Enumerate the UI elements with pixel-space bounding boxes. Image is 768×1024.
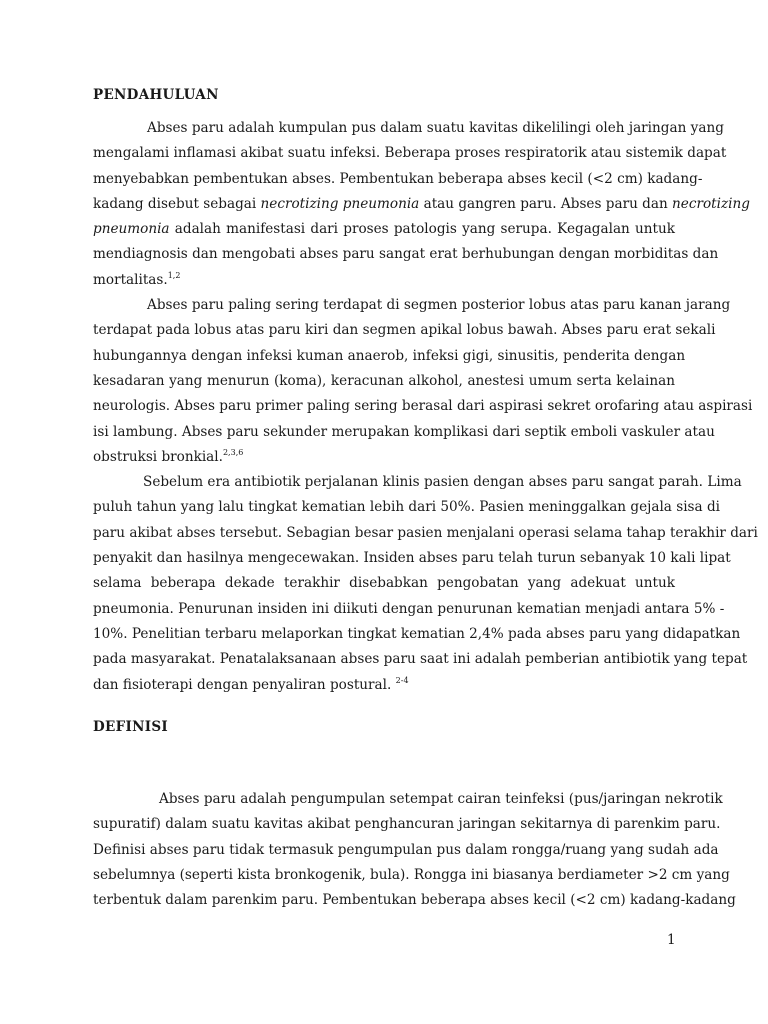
citation-ref: 1,2 (167, 270, 181, 280)
text-line: Abses paru adalah kumpulan pus dalam suatu kavitas dikelilingi oleh jaringan yang (147, 120, 724, 136)
text-line: kesadaran yang menurun (koma), keracunan alkohol, anestesi umum serta kelainan (93, 372, 675, 389)
section-heading-pendahuluan: PENDAHULUAN (93, 87, 219, 103)
paragraph-3 (93, 470, 758, 698)
text-line: sebelumnya (seperti kista bronkogenik, bula). Rongga ini biasanya berdiameter >2 cm yang (93, 866, 730, 883)
text-line-last (93, 268, 675, 293)
text-line: mengalami inflamasi akibat suatu infeksi. Beberapa proses respiratorik atau sistemik dapat (93, 145, 727, 162)
text-line: obstruksi bronkial. (93, 448, 223, 465)
paragraph-2 (93, 293, 753, 470)
text-line: menyebabkan pembentukan abses. Pembentukan beberapa abses kecil (<2 cm) kadang- (93, 170, 703, 187)
section-body-definisi (93, 787, 736, 913)
paragraph-definisi (93, 787, 736, 913)
text-line: hubungannya dengan infeksi kuman anaerob, infeksi gigi, sinusitis, penderita dengan (93, 347, 686, 364)
text-line: terdapat pada lobus atas paru kiri dan segmen apikal lobus bawah. Abses paru erat sekali (93, 322, 716, 339)
page-number: 1 (667, 932, 676, 948)
text-line: Abses paru paling sering terdapat di segmen posterior lobus atas paru kanan jarang (147, 297, 731, 314)
citation-ref: 2-4 (395, 675, 409, 685)
text-line: penyakit dan hasilnya mengecewakan. Insiden abses paru telah turun sebanyak 10 kali lipat (93, 550, 731, 567)
citation-ref: 2,3,6 (222, 447, 244, 457)
text-line: dan fisioterapi dengan penyaliran postural. (93, 676, 392, 693)
text-line: supuratif) dalam suatu kavitas akibat penghancuran jaringan sekitarnya di parenkim paru. (93, 816, 721, 833)
section-heading-definisi: DEFINISI (93, 719, 169, 735)
text-line: Sebelum era antibiotik perjalanan klinis pasien dengan abses paru sangat parah. Lima (143, 474, 742, 491)
text-line: mortalitas. (93, 271, 168, 288)
text-line: neurologis. Abses paru primer paling sering berasal dari aspirasi sekret orofaring atau aspirasi (93, 398, 753, 415)
text-line: puluh tahun yang lalu tingkat kematian lebih dari 50%. Pasien meninggalkan gejala sisa di (93, 499, 720, 516)
text-line: terbentuk dalam parenkim paru. Pembentukan beberapa abses kecil (<2 cm) kadang-kadang (93, 892, 736, 909)
text-line: kadang disebut sebagai necrotizing pneumonia atau gangren paru. Abses paru dan necrotizing (93, 195, 750, 212)
paragraph-1 (93, 116, 750, 293)
text-line: Definisi abses paru tidak termasuk pengumpulan pus dalam rongga/ruang yang sudah ada (93, 841, 719, 858)
text-line: isi lambung. Abses paru sekunder merupakan komplikasi dari septik emboli vaskuler atau (93, 423, 715, 440)
text-line: paru akibat abses tersebut. Sebagian besar pasien menjalani operasi selama tahap terakhir dari (93, 524, 758, 541)
text-line-last (93, 673, 675, 698)
section-body-pendahuluan (93, 116, 758, 698)
text-line: Abses paru adalah pengumpulan setempat cairan teinfeksi (pus/jaringan nekrotik (159, 791, 723, 807)
text-line-last (93, 445, 675, 470)
text-line: pneumonia. Penurunan insiden ini diikuti dengan penurunan kematian menjadi antara 5% - (93, 600, 725, 617)
text-line: pada masyarakat. Penatalaksanaan abses paru saat ini adalah pemberian antibiotik yang tepat (93, 651, 748, 668)
text-line: 10%. Penelitian terbaru melaporkan tingkat kematian 2,4% pada abses paru yang didapatkan (93, 625, 741, 642)
text-line: pneumonia adalah manifestasi dari proses patologis yang serupa. Kegagalan untuk (93, 221, 675, 238)
text-line: selama beberapa dekade terakhir disebabkan pengobatan yang adekuat untuk (93, 575, 675, 592)
text-line: mendiagnosis dan mengobati abses paru sangat erat berhubungan dengan morbiditas dan (93, 246, 719, 263)
